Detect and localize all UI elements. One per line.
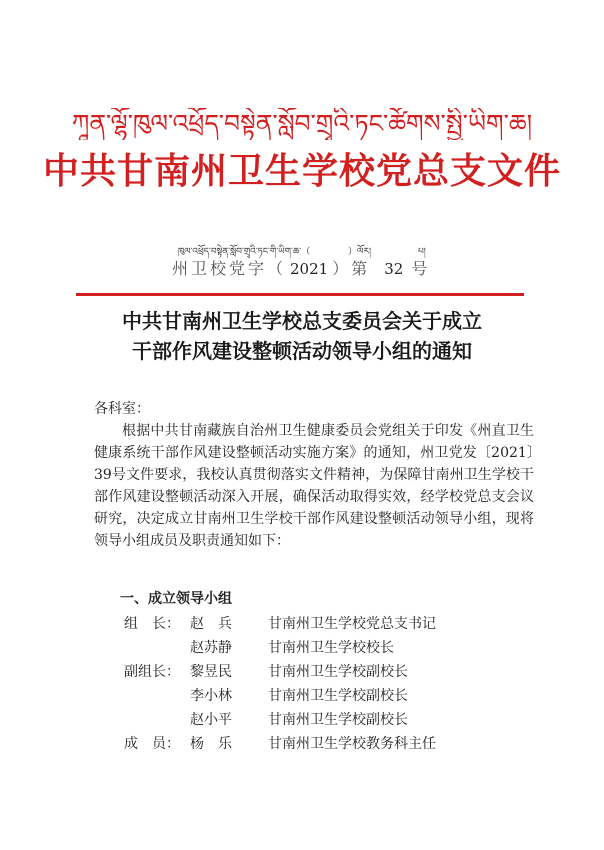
- member-name: 赵小平: [190, 712, 232, 728]
- member-role: 组 长：: [124, 616, 180, 632]
- member-name: 李小林: [190, 688, 232, 704]
- doc-number-tibetan-suffix: པ།: [418, 247, 426, 257]
- member-post: 甘南州卫生学校党总支书记: [268, 616, 436, 632]
- member-role: 成 员：: [124, 736, 180, 752]
- member-row: [124, 732, 524, 756]
- member-post: 甘南州卫生学校副校长: [268, 688, 408, 704]
- doc-number-mid: ）第: [332, 259, 371, 278]
- member-post: 甘南州卫生学校副校长: [268, 664, 408, 680]
- body-paragraph: 根据中共甘南藏族自治州卫生健康委员会党组关于印发《州直卫生健康系统干部作风建设整顿活动实施方案》的通知，州卫党发〔2021〕39号文件要求，我校认真贯彻落实文件精神，为保障甘南州卫生学校干部作风建设整顿活动深入开展，确保活动取得实效，经学校党总支会议研究，决定成立甘南州卫生学校干部作风建设整顿活动领导小组，现将领导小组成员及职责通知如下：: [94, 423, 534, 549]
- member-name: 杨 乐: [190, 736, 232, 752]
- doc-number: [172, 256, 472, 279]
- member-row: [124, 708, 524, 732]
- header-divider: [76, 293, 524, 296]
- salutation: 各科室：: [94, 401, 150, 417]
- document-header: 中共甘南州卫生学校党总支文件: [42, 151, 561, 192]
- doc-number-prefix: 州卫校党字（: [172, 259, 287, 278]
- title-line-2: 干部作风建设整顿活动领导小组的通知: [132, 339, 472, 363]
- member-post: 甘南州卫生学校教务科主任: [268, 736, 436, 752]
- doc-number-value: 32: [384, 260, 404, 278]
- tibetan-header: ཀཱན་ལྷོ་ཁུལ་འཕྲོད་བསྟེན་སློབ་གྲྭའི་ཏང་ཚོགས་སྤྱི་ཡིག་ཆ།: [71, 109, 533, 138]
- member-row: [124, 684, 524, 708]
- member-name: 赵 兵: [190, 616, 232, 632]
- doc-number-tibetan-mid: ）ལོར།: [348, 247, 371, 257]
- document-title: [60, 306, 544, 366]
- doc-number-tibetan-prefix: ཁུལ་འཕྲོད་བསྟེན་སློབ་གྲྭའི་ཏང་གི་ཡིག་ཆ་（: [178, 247, 311, 257]
- section-heading: 一、成立领导小组: [120, 591, 232, 607]
- member-row: [124, 612, 524, 636]
- member-name: 黎昱民: [190, 664, 232, 680]
- member-row: [124, 636, 524, 660]
- member-row: [124, 660, 524, 684]
- member-role: 副组长：: [124, 664, 180, 680]
- member-post: 甘南州卫生学校副校长: [268, 712, 408, 728]
- member-name: 赵苏静: [190, 640, 232, 656]
- member-list: [124, 612, 524, 756]
- member-post: 甘南州卫生学校校长: [268, 640, 394, 656]
- doc-number-year: 2021: [290, 260, 329, 278]
- doc-number-suffix: 号: [411, 259, 431, 278]
- title-line-1: 中共甘南州卫生学校总支委员会关于成立: [122, 309, 482, 333]
